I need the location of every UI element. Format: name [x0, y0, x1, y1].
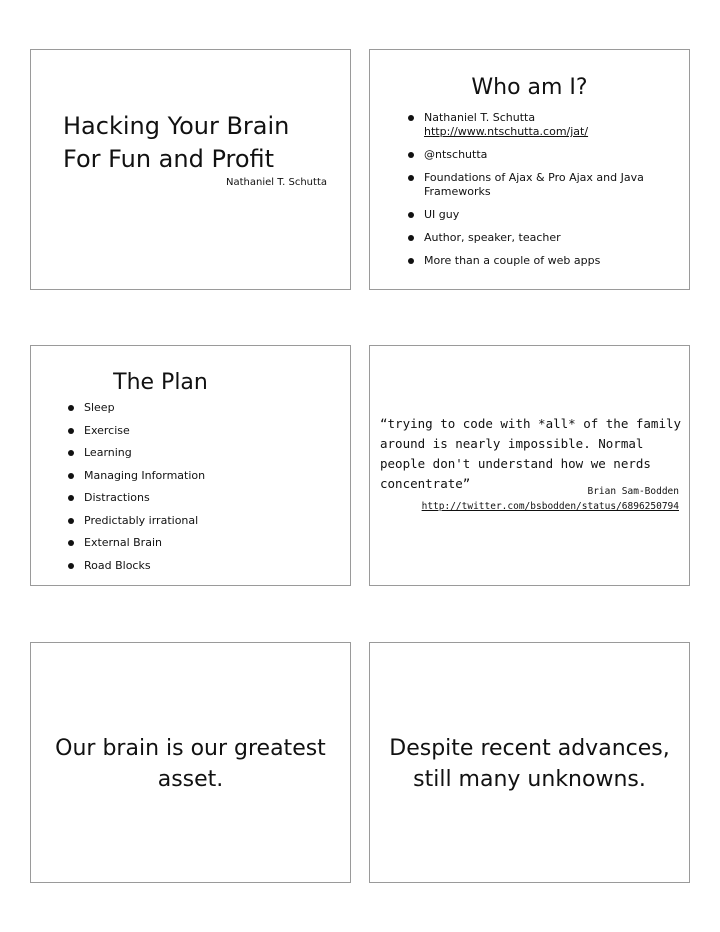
list-item: Exercise — [68, 424, 338, 438]
list-item: Sleep — [68, 401, 338, 415]
list-item: External Brain — [68, 536, 338, 550]
quote-attribution: Brian Sam-Bodden — [587, 486, 679, 497]
slide-title — [30, 49, 351, 290]
list-item — [408, 111, 678, 139]
bullet-list — [68, 401, 338, 581]
slide-quote — [369, 345, 690, 586]
list-item: Road Blocks — [68, 559, 338, 573]
slide-the-plan — [30, 345, 351, 586]
list-item: Managing Information — [68, 469, 338, 483]
tweet-link[interactable]: http://twitter.com/bsbodden/status/6896250794 — [421, 501, 679, 512]
list-item: More than a couple of web apps — [408, 254, 678, 268]
homepage-link[interactable]: http://www.ntschutta.com/jat/ — [424, 125, 589, 138]
presenter-name: Nathaniel T. Schutta — [226, 177, 327, 188]
quote-text: “trying to code with *all* of the family around is nearly impossible. Normal people don't understand how we nerds concentrate” — [380, 416, 682, 491]
slide-heading: Who am I? — [471, 75, 588, 100]
list-item: Predictably irrational — [68, 514, 338, 528]
slide-who-am-i — [369, 49, 690, 290]
list-item: Author, speaker, teacher — [408, 231, 678, 245]
bullet-list — [408, 111, 678, 277]
list-item: Learning — [68, 446, 338, 460]
list-item: Foundations of Ajax & Pro Ajax and Java Frameworks — [408, 171, 678, 199]
list-item: Distractions — [68, 491, 338, 505]
list-item: @ntschutta — [408, 148, 678, 162]
bullet-text: Nathaniel T. Schutta — [424, 111, 536, 124]
list-item: UI guy — [408, 208, 678, 222]
slide-statement: Our brain is our greatest asset. — [55, 736, 326, 792]
slide-statement: Despite recent advances, still many unknowns. — [389, 736, 670, 792]
slide-unknowns — [369, 642, 690, 883]
presentation-title: Hacking Your Brain For Fun and Profit — [63, 112, 290, 173]
slide-brain-asset — [30, 642, 351, 883]
slide-heading: The Plan — [113, 370, 208, 395]
